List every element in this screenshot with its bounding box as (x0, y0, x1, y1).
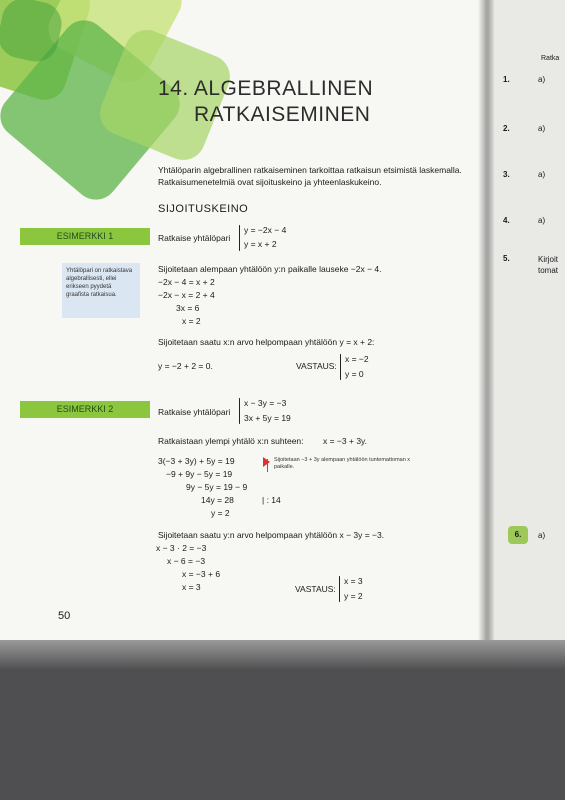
ex1-ans2: y = 0 (345, 369, 364, 379)
ex2-ans2: y = 2 (344, 591, 363, 601)
ex1-eq1: y = −2x − 4 (244, 225, 287, 235)
ex2-divide: | : 14 (262, 495, 281, 505)
page-shadow (0, 640, 565, 670)
side-note: Yhtälöpari on ratkaistava algebrallisesti, ellei erikseen pyydetä graafista ratkaisua. (62, 263, 140, 318)
right-item-label: Kirjoit tomat (538, 255, 559, 275)
right-item-number: 2. (503, 124, 510, 133)
ex2-eq1: x − 3y = −3 (244, 398, 287, 408)
ex1-step2: Sijoitetaan saatu x:n arvo helpompaan yhtälöön y = x + 2: (158, 337, 375, 347)
ex1-line: −2x − 4 = x + 2 (158, 277, 215, 287)
ex2-step2: Sijoitetaan saatu y:n arvo helpompaan yhtälöön x − 3y = −3. (158, 530, 385, 540)
section-heading: SIJOITUSKEINO (158, 203, 249, 215)
page-number: 50 (58, 610, 71, 622)
ex2-brace (239, 398, 240, 424)
ex2-line: 14y = 28 (201, 495, 234, 505)
ex1-line: −2x − x = 2 + 4 (158, 290, 215, 300)
ex1-step-text: Sijoitetaan alempaan yhtälöön y:n paikalle lauseke −2x − 4. (158, 264, 382, 274)
ex1-line: x = 2 (182, 316, 201, 326)
ex2-line: 9y − 5y = 19 − 9 (186, 482, 248, 492)
right-item-label: a) (538, 124, 546, 133)
title-line-2: RATKAISEMINEN (194, 103, 371, 126)
ex1-brace (239, 225, 240, 251)
right-item-label: a) (538, 531, 546, 540)
ex2-step-text: Ratkaistaan ylempi yhtälö x:n suhteen: (158, 436, 304, 446)
ex1-calc: y = −2 + 2 = 0. (158, 361, 213, 371)
ex2-line: y = 2 (211, 508, 230, 518)
right-item-number: 4. (503, 216, 510, 225)
ex2-line2: x − 3 · 2 = −3 (156, 543, 207, 553)
ex1-ans1: x = −2 (345, 354, 369, 364)
ex2-line2: x = 3 (182, 582, 201, 592)
ex2-line2: x = −3 + 6 (182, 569, 221, 579)
ex2-task: Ratkaise yhtälöpari (158, 407, 231, 417)
right-item-label: a) (538, 170, 546, 179)
ex1-answer-brace (340, 354, 341, 380)
hint-flag-pole (267, 459, 268, 472)
ex1-eq2: y = x + 2 (244, 239, 277, 249)
right-item-number-box: 6. (508, 526, 528, 544)
ex2-answer-label: VASTAUS: (295, 584, 336, 594)
right-page-header: Ratka (541, 55, 560, 62)
ex2-line: 3(−3 + 3y) + 5y = 19 (158, 456, 235, 466)
ex2-eq2: 3x + 5y = 19 (244, 413, 291, 423)
ex2-ans1: x = 3 (344, 576, 363, 586)
chapter-title (158, 76, 373, 128)
right-item-label: a) (538, 75, 546, 84)
ex2-answer-brace (339, 576, 340, 602)
ex1-line: 3x = 6 (176, 303, 200, 313)
example-1-label: ESIMERKKI 1 (20, 228, 150, 245)
right-page (488, 0, 565, 640)
book-gutter (478, 0, 494, 640)
example-2-label: ESIMERKKI 2 (20, 401, 150, 418)
ex1-task: Ratkaise yhtälöpari (158, 233, 231, 243)
ex2-line2: x − 6 = −3 (167, 556, 206, 566)
title-line-1: 14. ALGEBRALLINEN (158, 77, 374, 100)
ex2-hint: Sijoitetaan −3 + 3y alempaan yhtälöön tuntemattoman x paikalle. (274, 457, 411, 470)
ex2-step-expr: x = −3 + 3y. (323, 436, 368, 446)
ex1-answer-label: VASTAUS: (296, 361, 337, 371)
right-item-number: 5. (503, 254, 510, 263)
intro-text: Yhtälöparin algebrallinen ratkaiseminen tarkoittaa ratkaisun etsimistä laskemalla. Ratkaisumenetelmiä ovat sijoituskeino ja yhteenlaskukeino. (158, 165, 462, 187)
ex2-line: −9 + 9y − 5y = 19 (166, 469, 233, 479)
right-item-label: a) (538, 216, 546, 225)
right-item-number: 3. (503, 170, 510, 179)
right-item-number: 1. (503, 75, 510, 84)
